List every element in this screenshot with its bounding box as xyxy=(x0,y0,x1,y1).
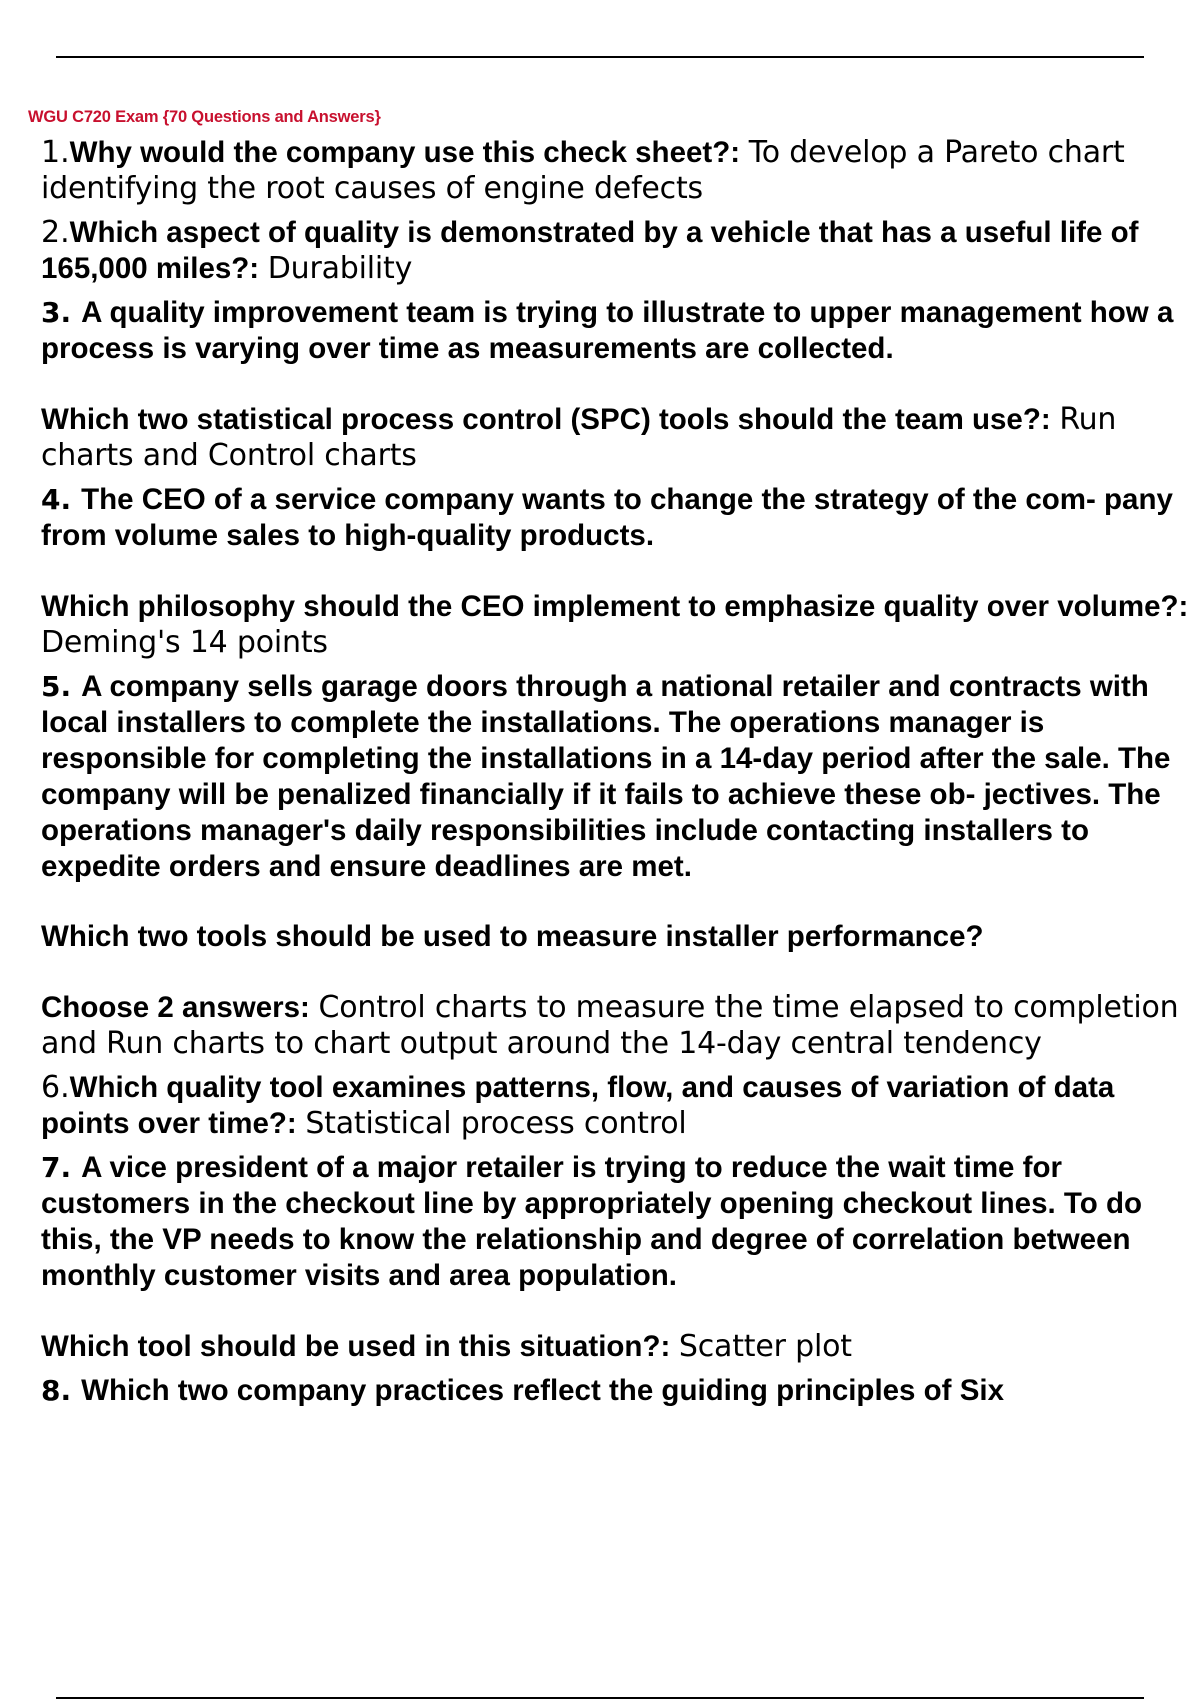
item-number: 7. xyxy=(41,1151,72,1184)
question-text: Which quality tool examines patterns, flow, and causes of variation of data points over time?: xyxy=(41,1071,1115,1140)
stem-paragraph xyxy=(41,481,1191,553)
question-text: Which tool should be used in this situation?: xyxy=(41,1330,671,1363)
answer-text: Run charts and Control charts xyxy=(41,402,1117,473)
stem-paragraph xyxy=(41,1149,1191,1293)
stem-text: A company sells garage doors through a national retailer and contracts with local installers to complete the installations. The operations manager is responsible for completing the installations in a 14-day period after the sale. The company will be penalized financially if it fails to achieve these ob- jectives. The operations manager's daily responsibilities include contacting installers to expedite orders and ensure deadlines are met. xyxy=(41,670,1171,883)
question-text: Which philosophy should the CEO implement to emphasize quality over volume?: xyxy=(41,590,1189,623)
qa-item-7 xyxy=(41,1149,1191,1364)
item-number: 4. xyxy=(41,483,72,516)
stem-text: A vice president of a major retailer is trying to reduce the wait time for customers in the checkout line by appropriately opening checkout lines. To do this, the VP needs to know the relationship and degree of correlation between monthly customer visits and area population. xyxy=(41,1151,1142,1292)
paragraph-gap xyxy=(41,1293,1191,1328)
answer-text: To develop a Pareto chart identifying the root causes of engine defects xyxy=(41,135,1125,206)
item-number: 8. xyxy=(41,1374,72,1407)
document-header: WGU C720 Exam {70 Questions and Answers} xyxy=(28,108,381,126)
paragraph-gap xyxy=(41,366,1191,401)
item-number: 2. xyxy=(41,215,70,250)
top-rule xyxy=(56,56,1144,58)
qa-item-6 xyxy=(41,1069,1191,1141)
stem-text: The CEO of a service company wants to change the strategy of the com- pany from volume sales to high-quality products. xyxy=(41,483,1173,552)
stem-paragraph xyxy=(41,668,1191,884)
qa-item-8 xyxy=(41,1372,1191,1408)
qa-list xyxy=(41,134,1191,1416)
qa-item-5 xyxy=(41,668,1191,1061)
paragraph-gap xyxy=(41,553,1191,588)
question-text: Which aspect of quality is demonstrated by a vehicle that has a useful life of 165,000 miles?: xyxy=(41,216,1139,285)
stem-text: Which two company practices reflect the guiding principles of Six xyxy=(81,1374,1004,1407)
item-number: 3. xyxy=(41,296,72,329)
item-number: 6. xyxy=(41,1070,70,1105)
paragraph-gap xyxy=(41,954,1191,989)
answer-text: Deming's 14 points xyxy=(41,625,328,660)
stem-text: A quality improvement team is trying to illustrate to upper management how a process is varying over time as measurements are collected. xyxy=(41,296,1174,365)
paragraph-gap xyxy=(41,884,1191,919)
answer-text: Scatter plot xyxy=(678,1329,852,1364)
answer-text: Control charts to measure the time elapsed to completion and Run charts to chart output around the 14-day central tendency xyxy=(41,990,1179,1061)
item-number: 5. xyxy=(41,670,72,703)
qa-item-2 xyxy=(41,214,1191,286)
qa-item-3 xyxy=(41,294,1191,473)
stem-paragraph xyxy=(41,1372,1191,1408)
qa-item-1 xyxy=(41,134,1191,206)
qa-item-4 xyxy=(41,481,1191,660)
question-part-text: Which two tools should be used to measure installer performance? xyxy=(41,920,984,953)
bottom-rule xyxy=(56,1697,1144,1699)
stem-paragraph xyxy=(41,294,1191,366)
answer-text: Statistical process control xyxy=(305,1106,687,1141)
question-text: Which two statistical process control (SPC) tools should the team use?: xyxy=(41,403,1051,436)
question-text: Choose 2 answers: xyxy=(41,991,310,1024)
answer-text: Durability xyxy=(267,251,413,286)
question-text: Why would the company use this check sheet?: xyxy=(69,136,741,169)
item-number: 1. xyxy=(41,135,70,170)
